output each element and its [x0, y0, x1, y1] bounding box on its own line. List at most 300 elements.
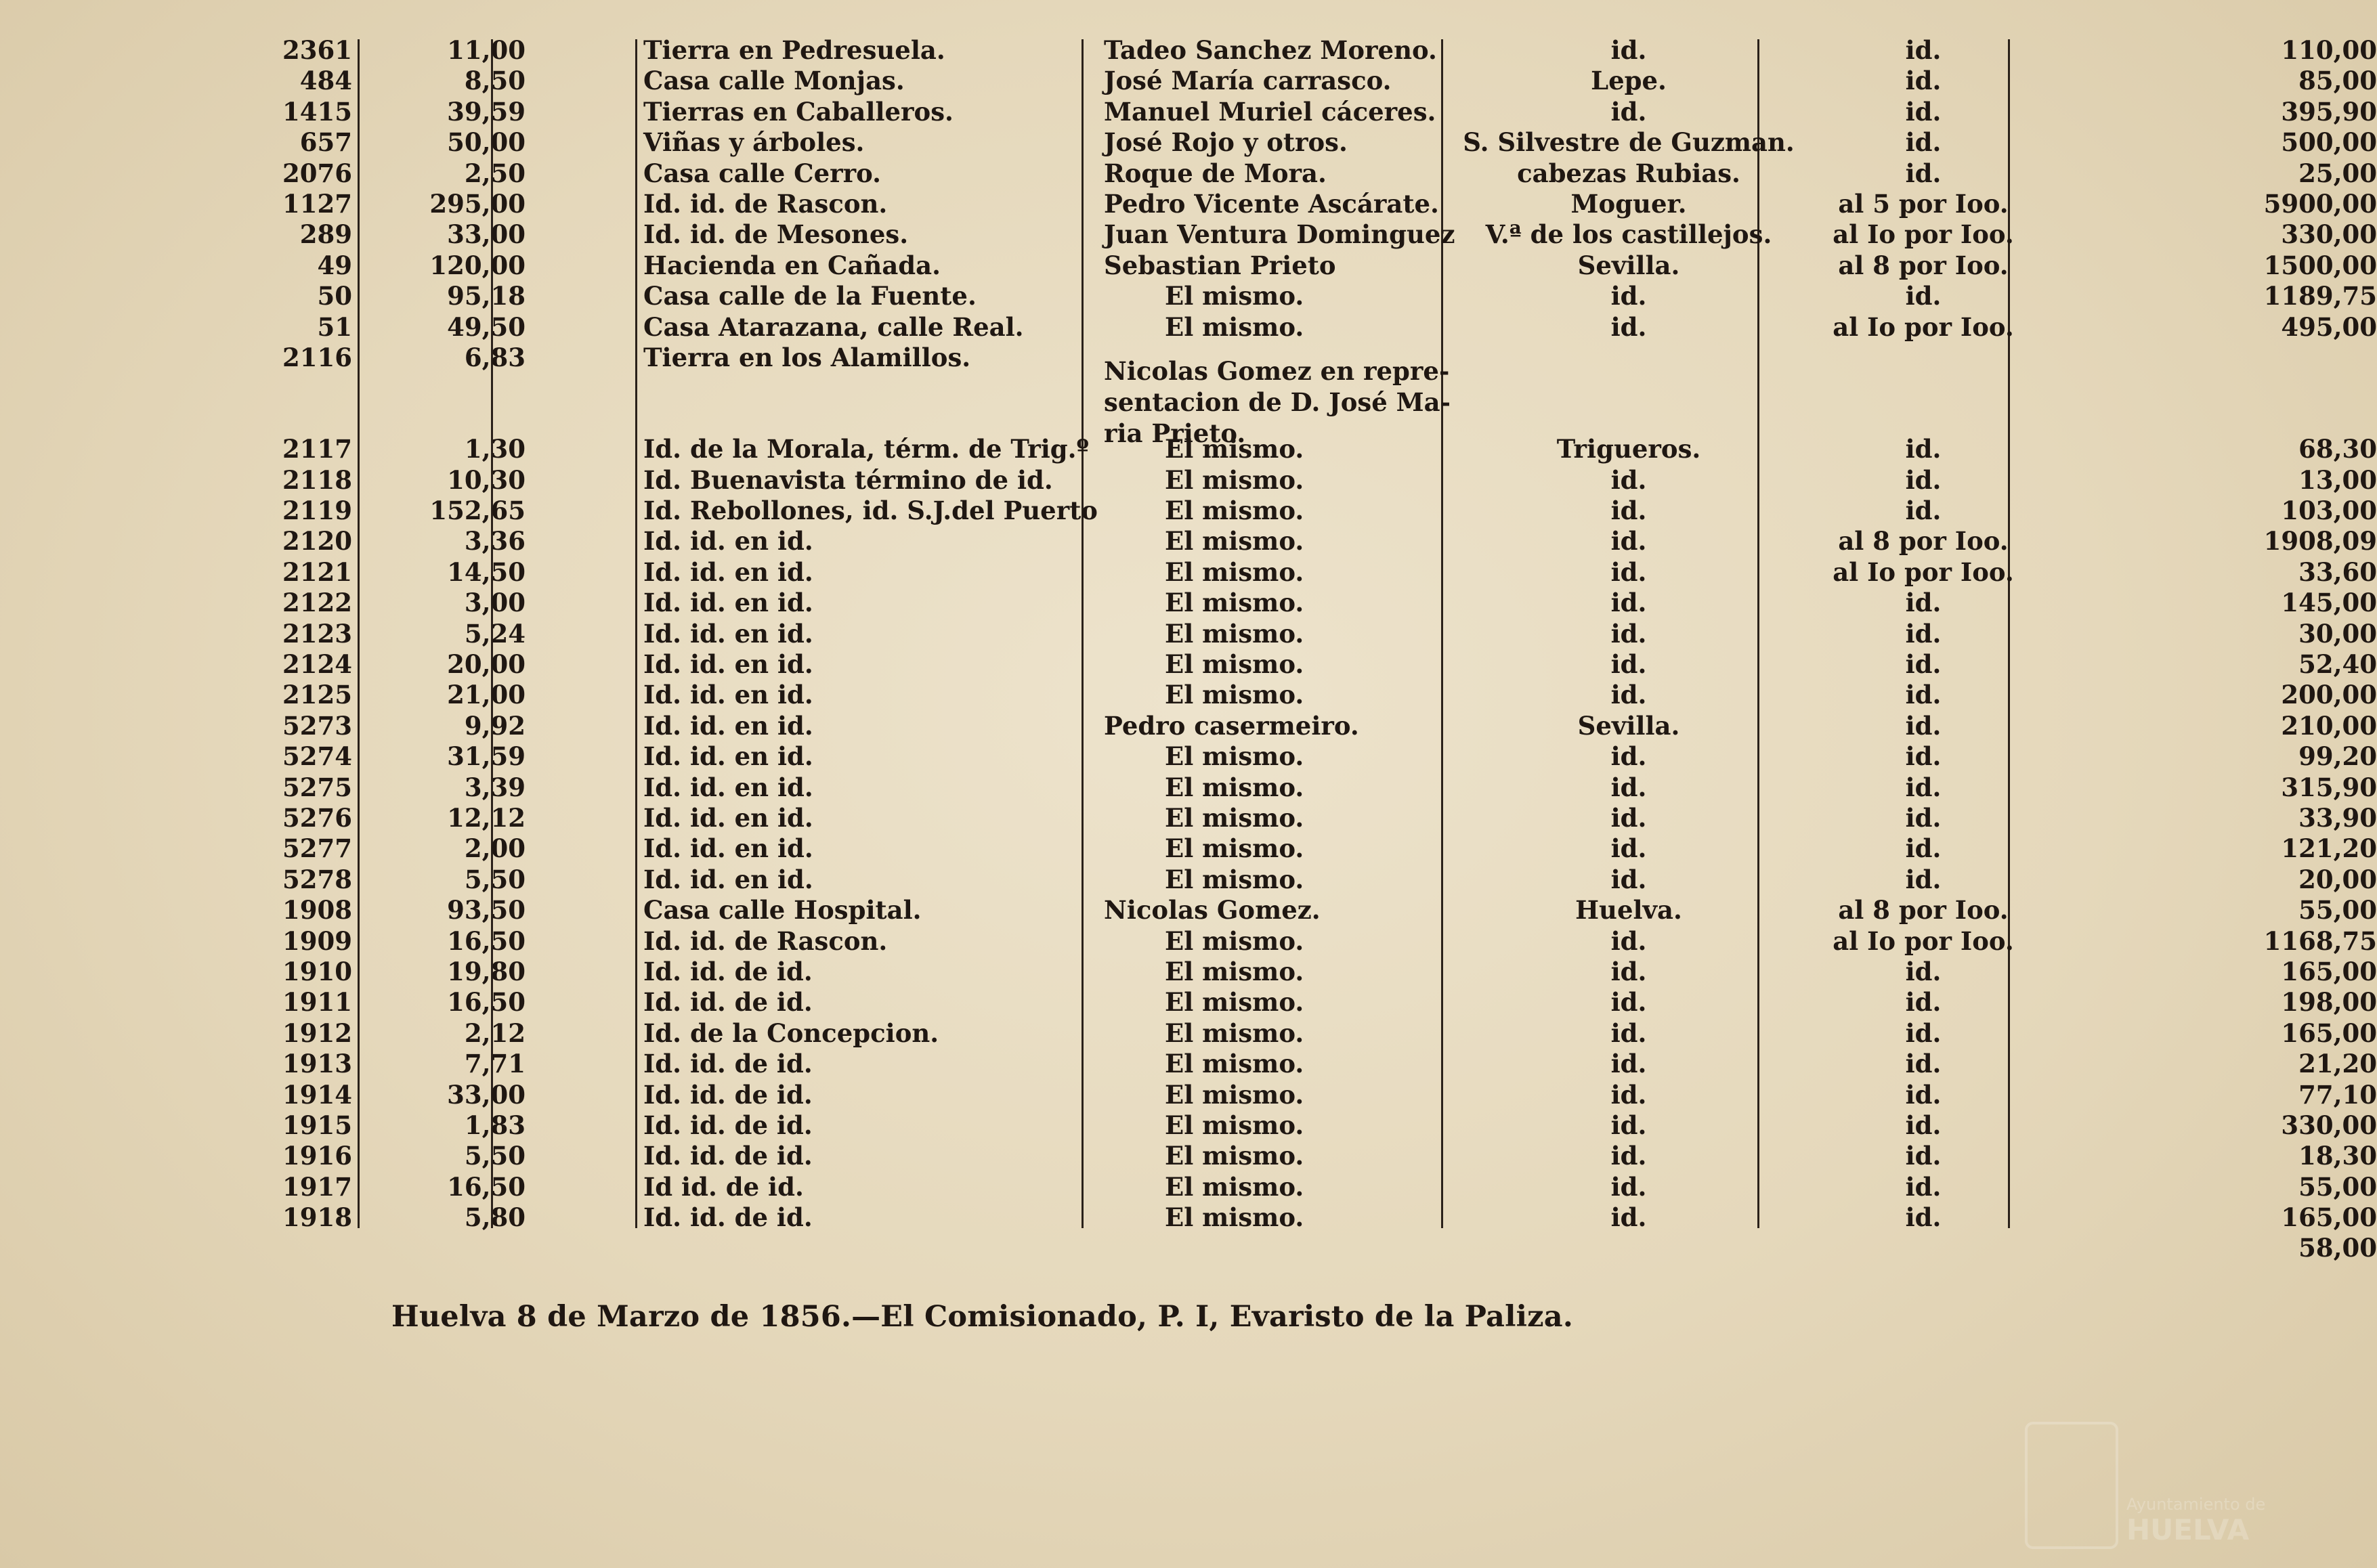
- row-name: El mismo.: [1165, 680, 1304, 710]
- row-number: 1913: [282, 1049, 352, 1079]
- row-value: 110,00: [2281, 35, 2377, 65]
- row-place: id.: [1610, 802, 1647, 833]
- row-rate: id.: [1905, 127, 1942, 158]
- row-amount: 39,59: [447, 96, 526, 127]
- municipal-logo: [2025, 1422, 2269, 1550]
- row-value: 103,00: [2281, 496, 2377, 526]
- row-value: 315,90: [2281, 772, 2377, 802]
- row-amount: 12,12: [447, 802, 526, 833]
- row-amount: 2,12: [464, 1018, 526, 1048]
- table-row: [223, 1110, 2377, 1141]
- row-place: Trigueros.: [1556, 434, 1701, 464]
- note-line: Nicolas Gomez en repre-: [1104, 356, 1450, 386]
- row-rate: id.: [1905, 1202, 1942, 1233]
- row-place: id.: [1610, 833, 1647, 864]
- table-row: [223, 1202, 2377, 1233]
- row-number: 5274: [282, 741, 352, 772]
- row-name: El mismo.: [1165, 311, 1304, 342]
- logo-line-1: Ayuntamiento de: [2126, 1495, 2266, 1514]
- row-rate: id.: [1905, 1018, 1942, 1048]
- row-rate: id.: [1905, 1171, 1942, 1202]
- row-name: Pedro Vicente Ascárate.: [1104, 188, 1439, 219]
- row-place: Huelva.: [1575, 895, 1682, 925]
- row-place: id.: [1610, 987, 1647, 1018]
- row-rate: id.: [1905, 1049, 1942, 1079]
- row-value: 1189,75: [2263, 281, 2377, 311]
- row-number: 2076: [282, 158, 352, 188]
- row-amount: 93,50: [447, 895, 526, 925]
- row-rate: al Io por Ioo.: [1833, 557, 2014, 587]
- table-row: [223, 281, 2377, 311]
- row-number: 49: [317, 250, 352, 280]
- row-rate: id.: [1905, 802, 1942, 833]
- row-number: 1918: [282, 1202, 352, 1233]
- row-number: 2122: [282, 588, 352, 618]
- row-amount: 5,50: [464, 864, 526, 894]
- row-amount: 2,50: [464, 158, 526, 188]
- row-value: 20,00: [2298, 864, 2377, 894]
- row-description: Id. id. de id.: [643, 1141, 813, 1171]
- row-place: id.: [1610, 1110, 1647, 1140]
- row-number: 289: [299, 219, 352, 250]
- row-value: 85,00: [2298, 66, 2377, 96]
- row-amount: 7,71: [464, 1049, 526, 1079]
- row-name: El mismo.: [1165, 557, 1304, 587]
- row-amount: 31,59: [447, 741, 526, 772]
- row-number: 1908: [282, 895, 352, 925]
- row-rate: al Io por Ioo.: [1833, 925, 2014, 956]
- row-name: Sebastian Prieto: [1104, 250, 1336, 280]
- row-number: 2119: [282, 496, 352, 526]
- table-row: [223, 496, 2377, 526]
- row-description: Id. Rebollones, id. S.J.del Puerto: [643, 496, 1098, 526]
- row-value: 1908,09: [2263, 526, 2377, 557]
- row-description: Id. id. de id.: [643, 956, 813, 986]
- row-rate: id.: [1905, 956, 1942, 986]
- row-amount: 3,39: [464, 772, 526, 802]
- row-description: Id. Buenavista término de id.: [643, 464, 1053, 495]
- row-amount: 20,00: [447, 649, 526, 680]
- row-value: 1168,75: [2263, 925, 2377, 956]
- row-description: Tierra en los Alamillos.: [643, 342, 971, 372]
- row-value: 77,10: [2298, 1079, 2377, 1110]
- row-description: Id. id. de Rascon.: [643, 925, 888, 956]
- row-place: id.: [1610, 649, 1647, 680]
- table-row: [223, 35, 2377, 66]
- table-row: [223, 956, 2377, 987]
- row-number: 1910: [282, 956, 352, 986]
- row-name: El mismo.: [1165, 434, 1304, 464]
- table-row: [223, 66, 2377, 96]
- row-rate: id.: [1905, 649, 1942, 680]
- row-description: Casa calle de la Fuente.: [643, 281, 977, 311]
- table-row: [223, 96, 2377, 127]
- row-value: 495,00: [2281, 311, 2377, 342]
- table-row: [223, 649, 2377, 680]
- row-amount: 95,18: [447, 281, 526, 311]
- table-row: [223, 802, 2377, 833]
- row-number: 1916: [282, 1141, 352, 1171]
- row-number: 5277: [282, 833, 352, 864]
- row-amount: 2,00: [464, 833, 526, 864]
- row-place: id.: [1610, 1049, 1647, 1079]
- table-row: [223, 1018, 2377, 1049]
- table-row: [223, 618, 2377, 649]
- crest-icon: [2025, 1422, 2118, 1549]
- row-value: 33,90: [2298, 802, 2377, 833]
- row-place: id.: [1610, 311, 1647, 342]
- row-amount: 1,83: [464, 1110, 526, 1140]
- row-description: Casa calle Cerro.: [643, 158, 882, 188]
- row-place: id.: [1610, 557, 1647, 587]
- row-description: Id. id. en id.: [643, 588, 813, 618]
- row-rate: id.: [1905, 588, 1942, 618]
- row-description: Tierras en Caballeros.: [643, 96, 954, 127]
- table-row: [223, 464, 2377, 496]
- row-description: Id. id. de id.: [643, 1110, 813, 1140]
- row-description: Casa calle Monjas.: [643, 66, 905, 96]
- row-value: 395,90: [2281, 96, 2377, 127]
- row-number: 1415: [282, 96, 352, 127]
- row-rate: al 8 por Ioo.: [1838, 895, 2009, 925]
- ledger-table: [223, 35, 2377, 1264]
- row-value: 30,00: [2298, 618, 2377, 649]
- row-value: 68,30: [2298, 434, 2377, 464]
- table-row: [223, 526, 2377, 557]
- row-amount: 16,50: [447, 987, 526, 1018]
- row-name: Juan Ventura Dominguez: [1104, 219, 1455, 250]
- row-rate: id.: [1905, 158, 1942, 188]
- row-description: Hacienda en Cañada.: [643, 250, 941, 280]
- row-name: Tadeo Sanchez Moreno.: [1104, 35, 1437, 65]
- row-name: Nicolas Gomez.: [1104, 895, 1321, 925]
- row-amount: 33,00: [447, 219, 526, 250]
- row-rate: id.: [1905, 281, 1942, 311]
- note-block: [1104, 355, 1456, 449]
- row-amount: 5,50: [464, 1141, 526, 1171]
- row-value: 330,00: [2281, 219, 2377, 250]
- table-row: [223, 1049, 2377, 1079]
- row-amount: 5,24: [464, 618, 526, 649]
- row-amount: 10,30: [447, 464, 526, 495]
- row-number: 50: [317, 281, 352, 311]
- row-amount: 295,00: [429, 188, 526, 219]
- row-name: El mismo.: [1165, 649, 1304, 680]
- row-number: 2118: [282, 464, 352, 495]
- row-amount: 49,50: [447, 311, 526, 342]
- row-amount: 50,00: [447, 127, 526, 158]
- row-name: El mismo.: [1165, 281, 1304, 311]
- row-number: 1917: [282, 1171, 352, 1202]
- row-place: id.: [1610, 1171, 1647, 1202]
- row-value: 52,40: [2298, 649, 2377, 680]
- row-description: Id. id. en id.: [643, 864, 813, 894]
- table-row: [223, 864, 2377, 895]
- row-place: id.: [1610, 96, 1647, 127]
- row-number: 2120: [282, 526, 352, 557]
- row-amount: 16,50: [447, 925, 526, 956]
- row-place: id.: [1610, 496, 1647, 526]
- row-number: 2125: [282, 680, 352, 710]
- row-place: id.: [1610, 35, 1647, 65]
- note-line: ria Prieto.: [1104, 418, 1246, 448]
- row-description: Id. id. de Rascon.: [643, 188, 888, 219]
- row-place: id.: [1610, 1018, 1647, 1048]
- row-description: Tierra en Pedresuela.: [643, 35, 945, 65]
- row-value: 13,00: [2298, 464, 2377, 495]
- table-row: [223, 557, 2377, 588]
- row-place: Moguer.: [1570, 188, 1687, 219]
- row-value: 25,00: [2298, 158, 2377, 188]
- table-row: [223, 188, 2377, 219]
- row-rate: id.: [1905, 680, 1942, 710]
- row-place: id.: [1610, 772, 1647, 802]
- row-name: El mismo.: [1165, 1079, 1304, 1110]
- row-number: 1909: [282, 925, 352, 956]
- row-value: 165,00: [2281, 1018, 2377, 1048]
- table-row: [223, 158, 2377, 189]
- row-place: id.: [1610, 1079, 1647, 1110]
- row-description: Id. id. en id.: [643, 526, 813, 557]
- row-amount: 6,83: [464, 342, 526, 372]
- table-row: [223, 680, 2377, 710]
- row-amount: 3,00: [464, 588, 526, 618]
- row-name: El mismo.: [1165, 741, 1304, 772]
- row-value: 210,00: [2281, 710, 2377, 741]
- row-name: El mismo.: [1165, 496, 1304, 526]
- table-row: [223, 710, 2377, 741]
- row-value: 198,00: [2281, 987, 2377, 1018]
- row-name: El mismo.: [1165, 618, 1304, 649]
- row-number: 1127: [282, 188, 352, 219]
- row-place: Lepe.: [1591, 66, 1667, 96]
- row-number: 5273: [282, 710, 352, 741]
- row-place: id.: [1610, 588, 1647, 618]
- row-name: Roque de Mora.: [1104, 158, 1327, 188]
- row-name: El mismo.: [1165, 1049, 1304, 1079]
- row-place: id.: [1610, 925, 1647, 956]
- row-place: S. Silvestre de Guzman.: [1463, 127, 1795, 158]
- row-value: 21,20: [2298, 1049, 2377, 1079]
- row-name: El mismo.: [1165, 833, 1304, 864]
- table-row: [223, 1141, 2377, 1171]
- row-number: 5278: [282, 864, 352, 894]
- row-name: El mismo.: [1165, 1202, 1304, 1233]
- row-number: 2121: [282, 557, 352, 587]
- row-name: El mismo.: [1165, 987, 1304, 1018]
- row-rate: id.: [1905, 496, 1942, 526]
- row-rate: al 5 por Ioo.: [1838, 188, 2009, 219]
- row-place: id.: [1610, 680, 1647, 710]
- table-row: [223, 1233, 2377, 1263]
- table-row: [223, 219, 2377, 250]
- row-name: José Rojo y otros.: [1104, 127, 1348, 158]
- row-name: El mismo.: [1165, 526, 1304, 557]
- row-rate: id.: [1905, 1079, 1942, 1110]
- row-value: 55,00: [2298, 1171, 2377, 1202]
- row-name: El mismo.: [1165, 802, 1304, 833]
- row-description: Id. de la Concepcion.: [643, 1018, 939, 1048]
- row-number: 2117: [282, 434, 352, 464]
- row-number: 657: [299, 127, 352, 158]
- row-value: 1500,00: [2263, 250, 2377, 280]
- row-rate: id.: [1905, 66, 1942, 96]
- row-rate: id.: [1905, 35, 1942, 65]
- row-value: 33,60: [2298, 557, 2377, 587]
- row-description: Id. id. en id.: [643, 618, 813, 649]
- row-place: V.ª de los castillejos.: [1485, 219, 1772, 250]
- row-amount: 9,92: [464, 710, 526, 741]
- row-name: El mismo.: [1165, 1110, 1304, 1140]
- row-name: El mismo.: [1165, 1018, 1304, 1048]
- row-place: id.: [1610, 526, 1647, 557]
- row-value: 99,20: [2298, 741, 2377, 772]
- row-place: id.: [1610, 864, 1647, 894]
- row-value: 55,00: [2298, 895, 2377, 925]
- row-rate: id.: [1905, 96, 1942, 127]
- row-description: Id. id. de id.: [643, 1202, 813, 1233]
- row-description: Id id. de id.: [643, 1171, 804, 1202]
- row-description: Casa calle Hospital.: [643, 895, 922, 925]
- row-rate: id.: [1905, 1110, 1942, 1140]
- row-description: Id. id. en id.: [643, 833, 813, 864]
- table-row: [223, 895, 2377, 925]
- row-amount: 11,00: [447, 35, 526, 65]
- table-row: [223, 772, 2377, 803]
- footer-signature: Huelva 8 de Marzo de 1856.—El Comisionado, P. I, Evaristo de la Paliza.: [391, 1300, 1574, 1334]
- row-name: El mismo.: [1165, 464, 1304, 495]
- row-description: Id. id. en id.: [643, 802, 813, 833]
- row-name: Manuel Muriel cáceres.: [1104, 96, 1436, 127]
- row-rate: id.: [1905, 434, 1942, 464]
- row-place: id.: [1610, 741, 1647, 772]
- row-value: 121,20: [2281, 833, 2377, 864]
- row-number: 5275: [282, 772, 352, 802]
- row-rate: id.: [1905, 864, 1942, 894]
- row-amount: 19,80: [447, 956, 526, 986]
- row-amount: 21,00: [447, 680, 526, 710]
- row-amount: 16,50: [447, 1171, 526, 1202]
- table-row: [223, 127, 2377, 158]
- row-number: 1912: [282, 1018, 352, 1048]
- row-value: 58,00: [2298, 1233, 2377, 1263]
- row-number: 2361: [282, 35, 352, 65]
- row-description: Casa Atarazana, calle Real.: [643, 311, 1024, 342]
- table-row: [223, 250, 2377, 281]
- row-rate: id.: [1905, 772, 1942, 802]
- row-description: Id. id. en id.: [643, 680, 813, 710]
- row-value: 18,30: [2298, 1141, 2377, 1171]
- row-description: Id. id. de Mesones.: [643, 219, 909, 250]
- row-name: El mismo.: [1165, 925, 1304, 956]
- row-amount: 14,50: [447, 557, 526, 587]
- row-name: El mismo.: [1165, 772, 1304, 802]
- row-description: Id. id. en id.: [643, 710, 813, 741]
- row-rate: id.: [1905, 1141, 1942, 1171]
- row-number: 5276: [282, 802, 352, 833]
- row-place: id.: [1610, 1141, 1647, 1171]
- table-row: [223, 311, 2377, 343]
- row-rate: al Io por Ioo.: [1833, 219, 2014, 250]
- row-amount: 8,50: [464, 66, 526, 96]
- table-row: [223, 588, 2377, 618]
- row-value: 5900,00: [2263, 188, 2377, 219]
- row-place: cabezas Rubias.: [1517, 158, 1740, 188]
- row-value: 330,00: [2281, 1110, 2377, 1140]
- note-line: sentacion de D. José Ma-: [1104, 387, 1451, 417]
- table-row: [223, 925, 2377, 957]
- row-place: id.: [1610, 464, 1647, 495]
- table-row: [223, 987, 2377, 1018]
- row-amount: 5,80: [464, 1202, 526, 1233]
- row-description: Viñas y árboles.: [643, 127, 865, 158]
- row-description: Id. id. en id.: [643, 741, 813, 772]
- row-name: El mismo.: [1165, 1171, 1304, 1202]
- row-place: id.: [1610, 281, 1647, 311]
- row-rate: id.: [1905, 833, 1942, 864]
- logo-line-2: HUELVA: [2126, 1513, 2250, 1546]
- row-name: El mismo.: [1165, 956, 1304, 986]
- row-description: Id. id. de id.: [643, 1049, 813, 1079]
- row-name: El mismo.: [1165, 864, 1304, 894]
- row-place: id.: [1610, 1202, 1647, 1233]
- row-value: 500,00: [2281, 127, 2377, 158]
- row-amount: 33,00: [447, 1079, 526, 1110]
- row-number: 484: [299, 66, 352, 96]
- row-description: Id. id. en id.: [643, 772, 813, 802]
- table-row: [223, 833, 2377, 864]
- row-place: id.: [1610, 956, 1647, 986]
- row-value: 145,00: [2281, 588, 2377, 618]
- row-place: Sevilla.: [1577, 250, 1680, 280]
- row-number: 1911: [282, 987, 352, 1018]
- row-number: 1914: [282, 1079, 352, 1110]
- row-place: Sevilla.: [1577, 710, 1680, 741]
- row-rate: id.: [1905, 464, 1942, 495]
- row-value: 200,00: [2281, 680, 2377, 710]
- row-rate: id.: [1905, 987, 1942, 1018]
- row-amount: 120,00: [429, 250, 526, 280]
- row-rate: id.: [1905, 710, 1942, 741]
- row-number: 2116: [282, 342, 352, 372]
- row-amount: 3,36: [464, 526, 526, 557]
- row-description: Id. id. de id.: [643, 1079, 813, 1110]
- row-description: Id. de la Morala, térm. de Trig.º: [643, 434, 1090, 464]
- row-number: 2124: [282, 649, 352, 680]
- row-name: El mismo.: [1165, 588, 1304, 618]
- row-rate: al 8 por Ioo.: [1838, 250, 2009, 280]
- row-amount: 1,30: [464, 434, 526, 464]
- row-value: 165,00: [2281, 1202, 2377, 1233]
- row-rate: al 8 por Ioo.: [1838, 526, 2009, 557]
- row-description: Id. id. en id.: [643, 557, 813, 587]
- row-name: Pedro casermeiro.: [1104, 710, 1359, 741]
- row-number: 2123: [282, 618, 352, 649]
- table-row: [223, 1079, 2377, 1110]
- row-name: José María carrasco.: [1104, 66, 1392, 96]
- row-description: Id. id. en id.: [643, 649, 813, 680]
- row-rate: id.: [1905, 618, 1942, 649]
- row-amount: 152,65: [429, 496, 526, 526]
- row-description: Id. id. de id.: [643, 987, 813, 1018]
- row-rate: al Io por Ioo.: [1833, 311, 2014, 342]
- row-number: 1915: [282, 1110, 352, 1140]
- row-value: 165,00: [2281, 956, 2377, 986]
- row-place: id.: [1610, 618, 1647, 649]
- row-name: El mismo.: [1165, 1141, 1304, 1171]
- row-number: 51: [317, 311, 352, 342]
- row-rate: id.: [1905, 741, 1942, 772]
